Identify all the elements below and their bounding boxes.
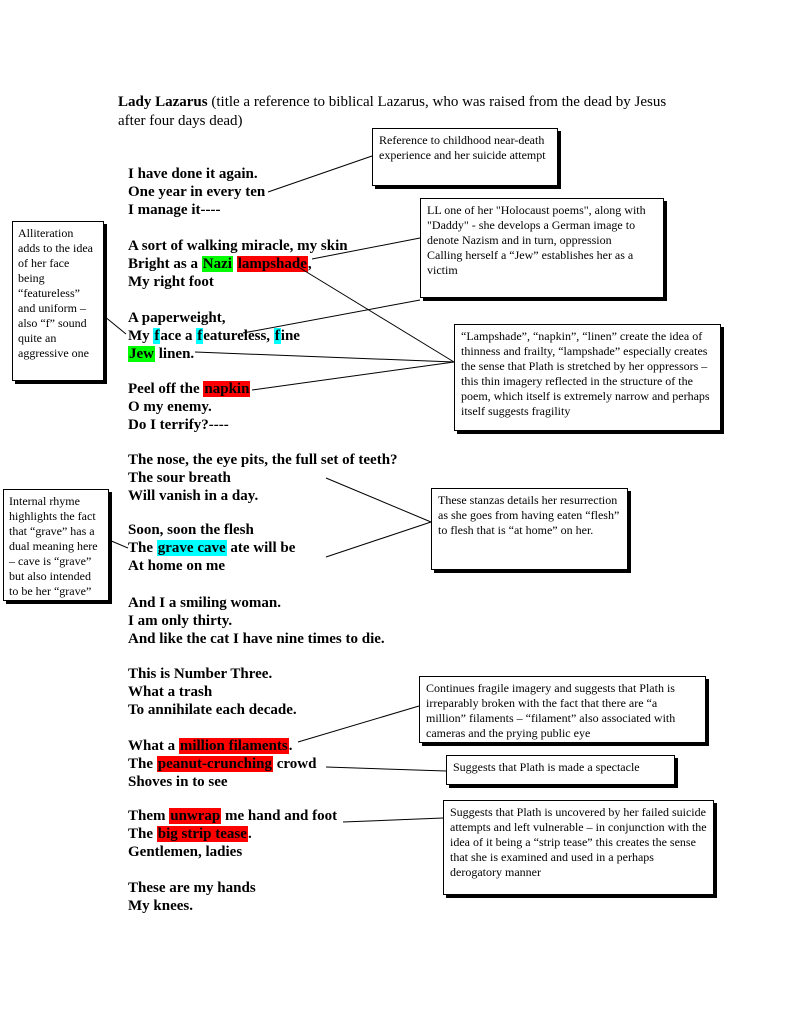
line-text: A paperweight, [128,310,226,326]
annotation-holocaust-text: LL one of her "Holocaust poems", along with "Daddy" - she develops a German image to denote Nazism and in turn, oppression Calling herself a “Jew” establishes her as a victim [427,203,646,277]
poem-line [128,183,265,201]
poem-line [128,773,316,791]
line-text: My right foot [128,274,214,290]
line-text: Soon, soon the flesh [128,522,254,538]
poem-line [128,879,256,897]
line-text: O my enemy. [128,399,212,415]
poem-line [128,237,348,255]
poem-line [128,897,256,915]
line-text: To annihilate each decade. [128,702,297,718]
annotation-internal-rhyme-text: Internal rhyme highlights the fact that “grave” has a dual meaning here – cave is “grave” but also intended to be her “grave” [9,494,98,598]
line-text: , [307,256,312,272]
highlighted-word: lampshade [237,256,307,272]
line-text: me hand and foot [221,808,338,824]
annotation-childhood [372,128,558,186]
highlighted-word: big strip tease [157,826,247,842]
connector-napkin [252,362,454,390]
line-text: At home on me [128,558,226,574]
stanza [128,665,297,719]
poem-line [128,701,297,719]
stanza [128,807,337,861]
line-text: A sort of walking miracle, my skin [128,238,348,254]
stanza [128,237,348,291]
line-text: The nose, the eye pits, the full set of teeth? [128,452,398,468]
poem-line [128,683,297,701]
highlighted-word: f [154,328,160,344]
line-text: And like the cat I have nine times to die. [128,631,385,647]
connector-rhyme [109,540,128,548]
poem-line [128,309,300,327]
highlighted-word: f [197,328,203,344]
line-text: I have done it again. [128,166,258,182]
poem-line [128,487,398,505]
poem-heading [118,93,678,131]
line-text: The [128,826,157,842]
line-text: ate will be [226,540,296,556]
poem-line [128,612,385,630]
poem-line [128,737,316,755]
stanza [128,451,398,505]
poem-line [128,630,385,648]
highlighted-word: peanut-crunching [157,756,272,772]
line-text: The [128,540,157,556]
line-text: eatureless, [203,328,274,344]
line-text: Do I terrify?---- [128,417,229,433]
poem-line [128,398,250,416]
poem-line [128,825,337,843]
connector-spectacle [326,767,446,771]
line-text: My knees. [128,898,193,914]
highlighted-word: million filaments [179,738,288,754]
line-text: These are my hands [128,880,256,896]
annotation-alliteration-text: Alliteration adds to the idea of her face being “featureless” and uniform – also “f” sound quite an aggressive one [18,226,93,360]
line-text: crowd [272,756,317,772]
line-text: And I a smiling woman. [128,595,281,611]
line-text: ace a [160,328,197,344]
connector-alliteration [104,316,126,334]
highlighted-word: grave cave [157,540,226,556]
poem-line [128,345,300,363]
line-text: I am only thirty. [128,613,233,629]
poem-line [128,594,385,612]
stanza [128,380,250,434]
annotation-holocaust [420,198,664,298]
poem-line [128,665,297,683]
line-text: The [128,756,157,772]
annotation-fragile-imagery [419,676,706,743]
connector-childhood [268,156,372,192]
connector-uncovered [343,818,443,822]
line-text: . [247,826,252,842]
poem-line [128,255,348,273]
stanza [128,594,385,648]
line-text: . [288,738,293,754]
annotation-spectacle-text: Suggests that Plath is made a spectacle [453,760,640,774]
annotation-lampshade [454,324,721,431]
poem-line [128,807,337,825]
annotation-uncovered [443,800,714,895]
stanza [128,165,265,219]
line-text: The sour breath [128,470,231,486]
annotation-fragile-imagery-text: Continues fragile imagery and suggests that Plath is irreparably broken with the fact that there are “a million” filaments – “filament” also associated with cameras and the prying public eye [426,681,676,740]
line-text: Gentlemen, ladies [128,844,243,860]
poem-line [128,273,348,291]
poem-line [128,451,398,469]
line-text: Peel off the [128,381,204,397]
highlighted-word: unwrap [170,808,221,824]
stanza [128,521,295,575]
poem-title: Lady Lazarus [118,94,208,110]
poem-line [128,165,265,183]
poem-line [128,521,295,539]
annotation-childhood-text: Reference to childhood near-death experience and her suicide attempt [379,133,546,162]
line-text: linen. [155,346,195,362]
line-text: Will vanish in a day. [128,488,259,504]
annotation-alliteration [12,221,104,381]
poem-line [128,539,295,557]
poem-line [128,416,250,434]
poem-line [128,557,295,575]
line-text: Bright as a [128,256,202,272]
stanza [128,879,256,915]
connector-resurrection-lower [326,522,431,557]
annotation-uncovered-text: Suggests that Plath is uncovered by her failed suicide attempts and left vulnerable – in conjunction with the idea of it being a “strip tease” this creates the sense that she is examined and used in a perhaps derogatory manner [450,805,707,879]
line-text: I manage it---- [128,202,221,218]
poem-line [128,201,265,219]
line-text: ine [280,328,300,344]
line-text: What a [128,738,179,754]
line-text: What a trash [128,684,213,700]
stanza [128,309,300,363]
title-note: (title a reference to biblical Lazarus, who was raised from the dead by Jesus after four days dead) [118,94,667,129]
line-text: Shoves in to see [128,774,228,790]
annotation-lampshade-text: “Lampshade”, “napkin”, “linen” create the idea of thinness and frailty, “lampshade” especially creates the sense that Plath is stretched by her oppressors – this thin imagery reflected in the structure of the poem, which itself is extremely narrow and perhaps itself suggests fragility [461,329,710,418]
annotation-spectacle [446,755,675,785]
highlighted-word: Nazi [202,256,232,272]
annotation-resurrection [431,488,628,570]
poem-line [128,380,250,398]
poem-line [128,843,337,861]
line-text: This is Number Three. [128,666,273,682]
line-text: My [128,328,154,344]
line-text: Them [128,808,170,824]
highlighted-word: napkin [204,381,250,397]
poem-line [128,327,300,345]
line-text: One year in every ten [128,184,266,200]
highlighted-word: f [274,328,280,344]
annotation-resurrection-text: These stanzas details her resurrection as she goes from having eaten “flesh” to flesh that is “at home” on her. [438,493,620,537]
stanza [128,737,316,791]
highlighted-word: Jew [129,346,154,362]
poem-line [128,755,316,773]
poem-line [128,469,398,487]
annotation-internal-rhyme [3,489,109,601]
